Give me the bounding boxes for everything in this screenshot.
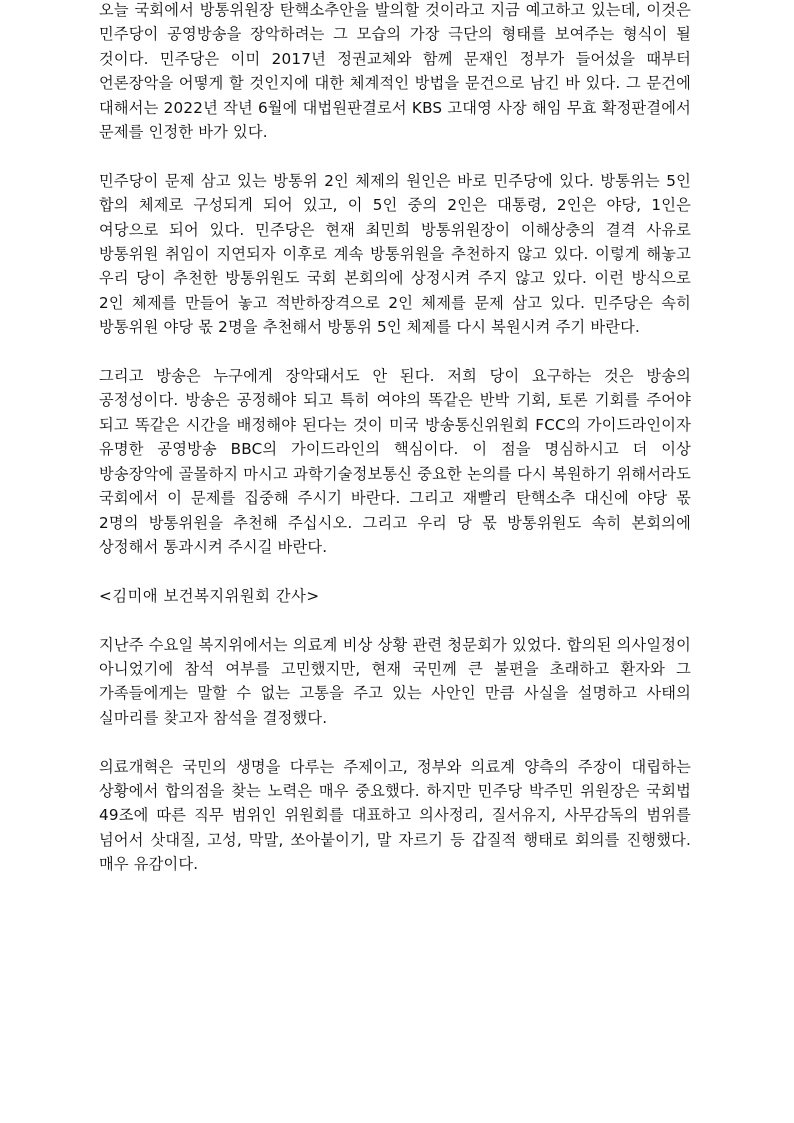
paragraph-1: 오늘 국회에서 방통위원장 탄핵소추안을 발의할 것이라고 지금 예고하고 있는데, 이것은 민주당이 공영방송을 장악하려는 그 모습의 가장 극단의 형태를 보여주는 형식이 될 것이다. 민주당은 이미 2017년 정권교체와 함께 문재인 정부가 들어섰을 때부터 언론장악을 어떻게 할 것인지에 대한 체계적인 방법을 문건으로 남긴 바 있다. 그 문건에 대해서는 2022년 작년 6월에 대법원판결로서 KBS 고대영 사장 해임 무효 확정판결에서 문제를 인정한 바가 있다. (99, 1, 691, 142)
paragraph-5: 의료개혁은 국민의 생명을 다루는 주제이고, 정부와 의료계 양측의 주장이 대립하는 상황에서 합의점을 찾는 노력은 매우 중요했다. 하지만 민주당 박주민 위원장은 국회법 49조에 따른 직무 범위인 위원회를 대표하고 의사정리, 질서유지, 사무감독의 범위를 넘어서 삿대질, 고성, 막말, 쏘아붙이기, 말 자르기 등 갑질적 행태로 회의를 진행했다. 매우 유감이다. (99, 757, 691, 874)
paragraph-4: 지난주 수요일 복지위에서는 의료계 비상 상황 관련 청문회가 있었다. 합의된 의사일정이 아니었기에 참석 여부를 고민했지만, 현재 국민께 큰 불편을 초래하고 환자와 그 가족들에게는 말할 수 없는 고통을 주고 있는 사안인 만큼 사실을 설명하고 사태의 실마리를 찾고자 참석을 결정했다. (99, 635, 691, 727)
document-body (99, 0, 691, 901)
paragraph-2: 민주당이 문제 삼고 있는 방통위 2인 체제의 원인은 바로 민주당에 있다. 방통위는 5인 합의 체제로 구성되게 되어 있고, 이 5인 중의 2인은 대통령, 2인은 야당, 1인은 여당으로 되어 있다. 민주당은 현재 최민희 방통위원장이 이해상충의 결격 사유로 방통위원 취임이 지연되자 이후로 계속 방통위원을 추천하지 않고 있다. 이렇게 해놓고 우리 당이 추천한 방통위원도 국회 본회의에 상정시켜 주지 않고 있다. 이런 방식으로 2인 체제를 만들어 놓고 적반하장격으로 2인 체제를 문제 삼고 있다. 민주당은 속히 방통위원 야당 몫 2명을 추천해서 방통위 5인 체제를 다시 복원시켜 주기 바란다. (99, 171, 691, 337)
speaker-heading: <김미애 보건복지위원회 간사> (99, 586, 320, 605)
paragraph-3: 그리고 방송은 누구에게 장악돼서도 안 된다. 저희 당이 요구하는 것은 방송의 공정성이다. 방송은 공정해야 되고 특히 여야의 똑같은 반박 기회, 토론 기회를 주어야 되고 똑같은 시간을 배정해야 된다는 것이 미국 방송통신위원회 FCC의 가이드라인이자 유명한 공영방송 BBC의 가이드라인의 핵심이다. 이 점을 명심하시고 더 이상 방송장악에 골몰하지 마시고 과학기술정보통신 중요한 논의를 다시 복원하기 위해서라도 국회에서 이 문제를 집중해 주시기 바란다. 그리고 재빨리 탄핵소추 대신에 야당 몫 2명의 방통위원을 추천해 주십시오. 그리고 우리 당 몫 방통위원도 속히 본회의에 상정해서 통과시켜 주시길 바란다. (99, 367, 691, 556)
